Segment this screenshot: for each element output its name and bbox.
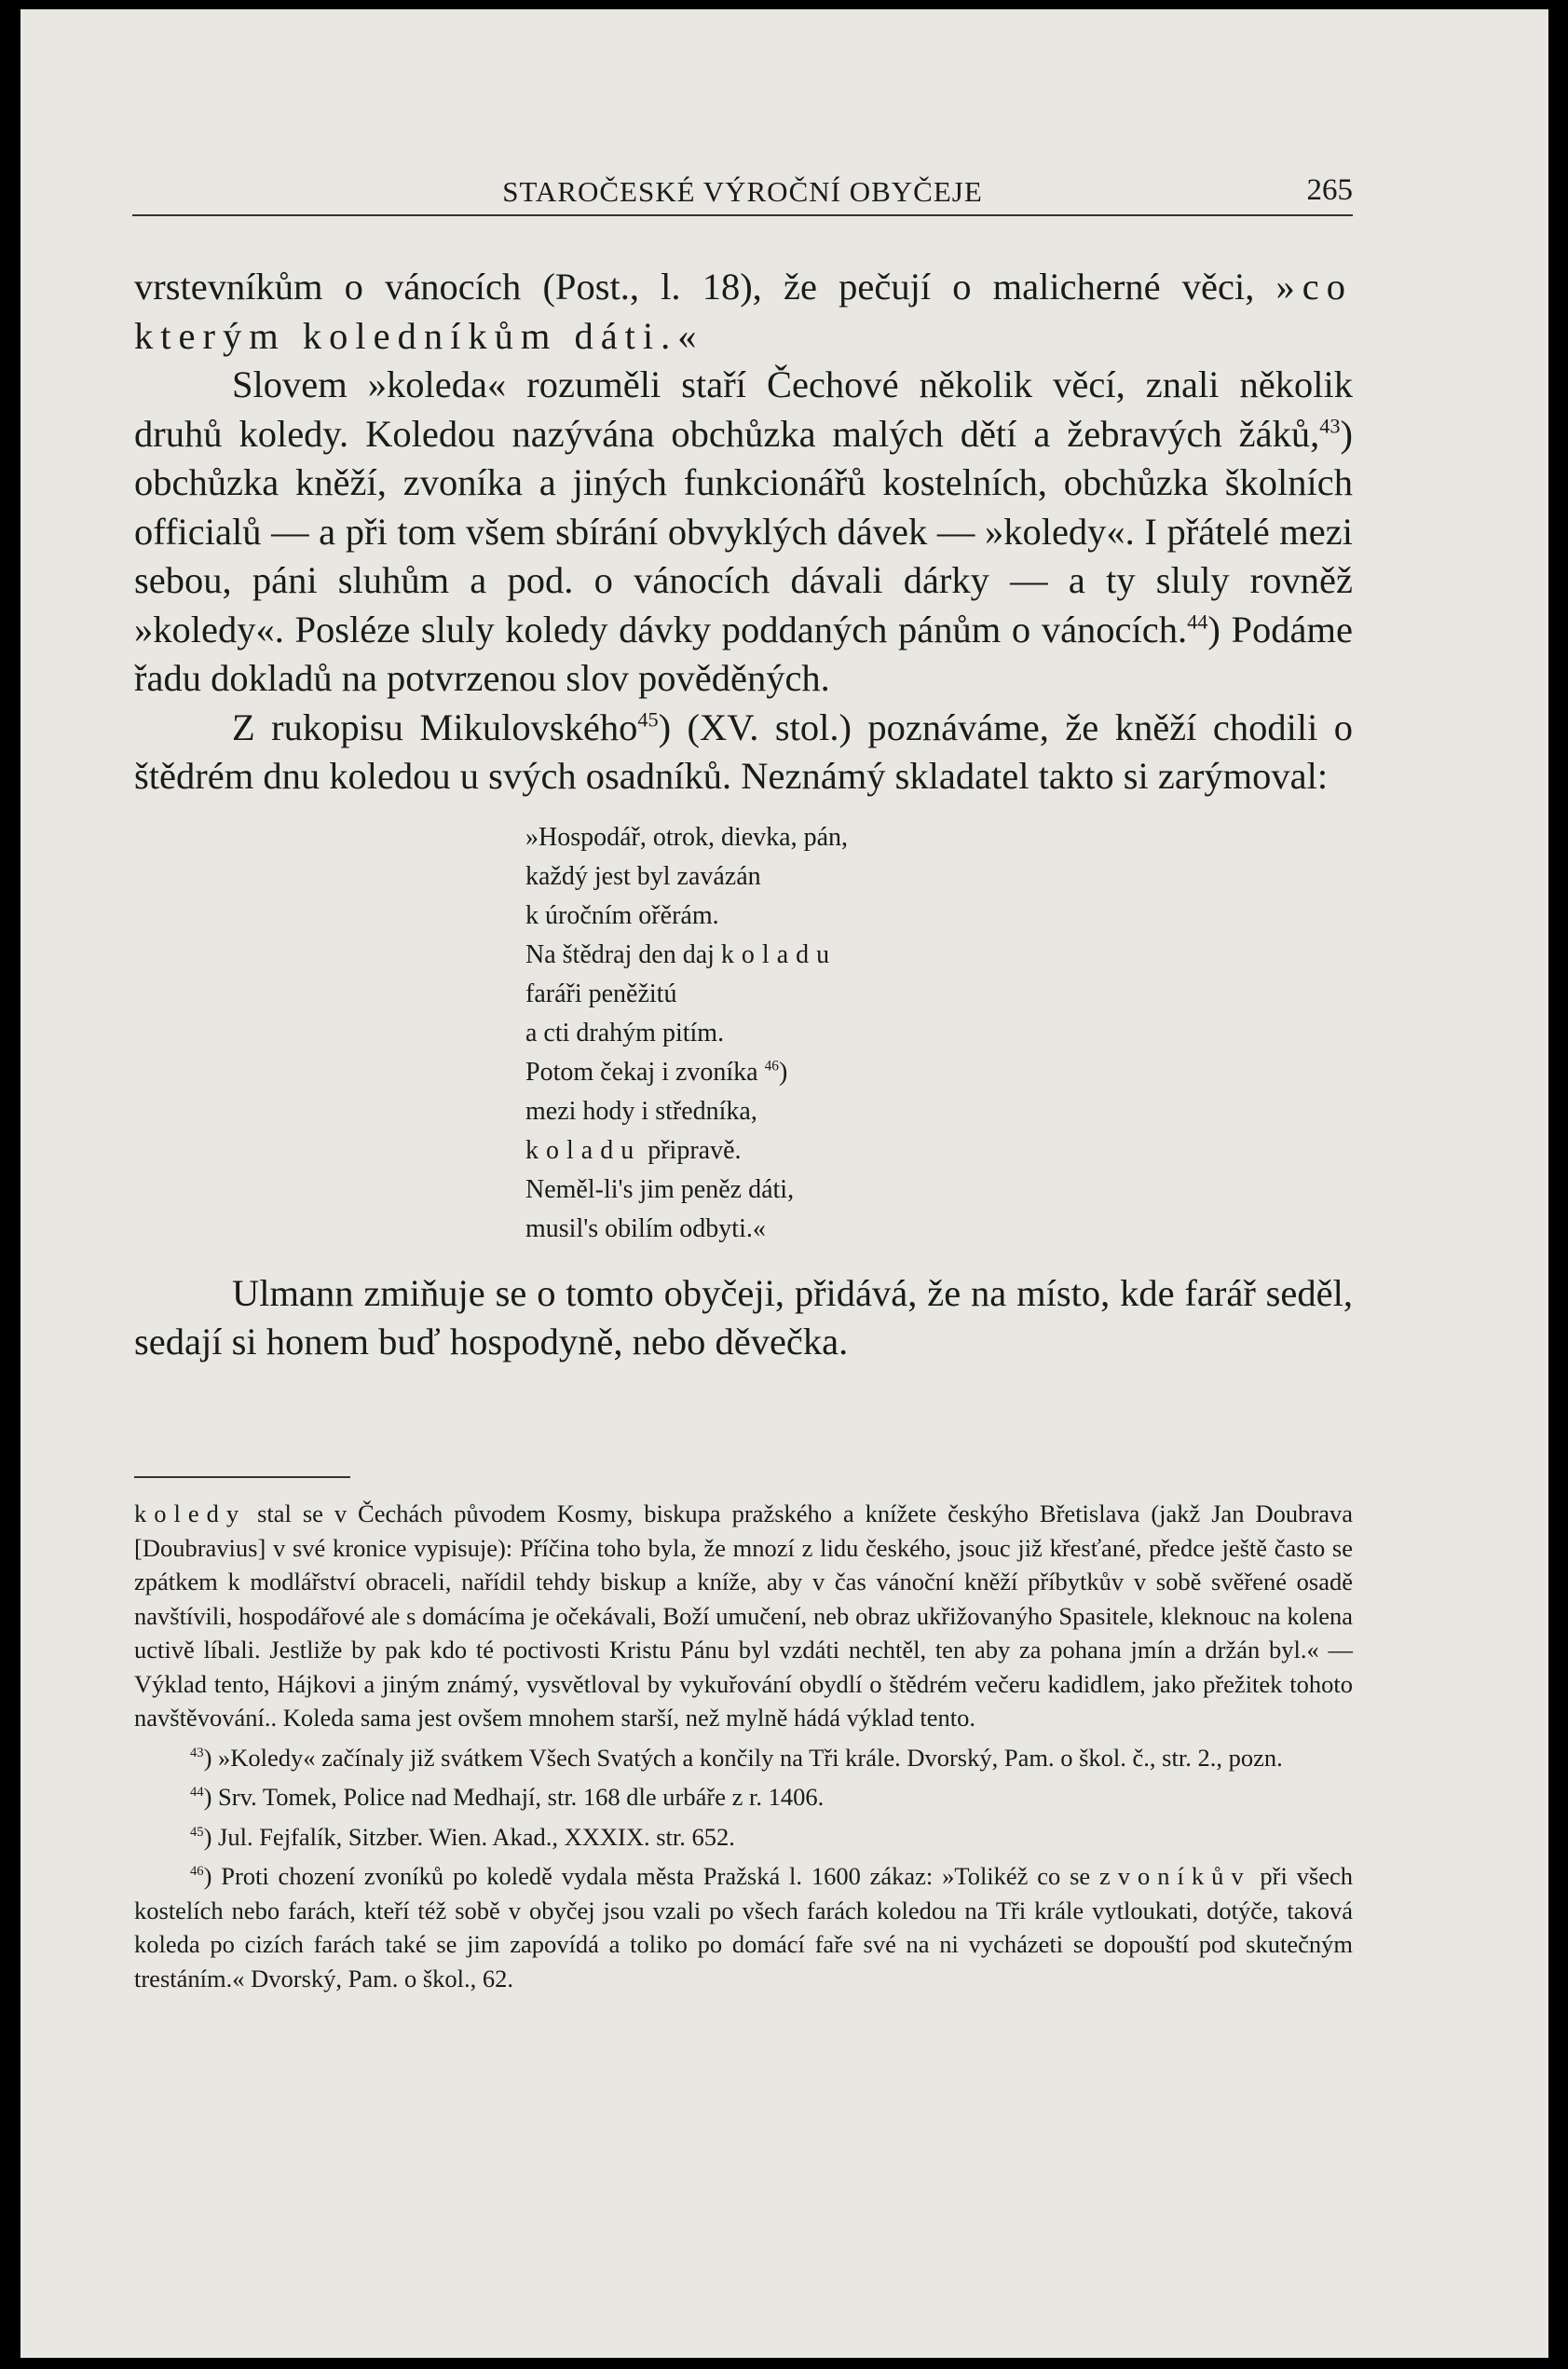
paragraph-3-text-b: ) (XV. stol.) poznáváme, že kněží chodili o štědrém dnu koledou u svých osadníků. Neznámý skladatel takto si zarýmoval:: [134, 705, 1353, 797]
poem-line: mezi hody i středníka,: [525, 1096, 757, 1126]
page-number: 265: [1306, 173, 1353, 207]
poem-line: musil's obilím odbyti.«: [525, 1213, 766, 1243]
poem-line: každý jest byl zavázán: [525, 861, 761, 891]
footnote-spaced-word: koledy: [134, 1499, 247, 1527]
paragraph-2-text-c: ) Podáme řadu dokladů na potvrzenou slov pověděných.: [134, 608, 1353, 699]
poem-line-text: Potom čekaj i zvoníka: [525, 1057, 765, 1087]
poem-line: a cti drahým pitím.: [525, 1018, 725, 1048]
running-header: [132, 168, 1353, 216]
paragraph-2-text-a: Slovem »koleda« rozuměli staří Čechové několik věcí, znali několik druhů koledy. Koledou nazývána obchůzka malých dětí a žebravých žáků,: [134, 363, 1353, 455]
footnote-text: ) »Koledy« začínaly již svátkem Všech Svatých a končily na Tři krále. Dvorský, Pam. o škol. č., str. 2., pozn.: [203, 1743, 1283, 1772]
footnote-text: ) Proti chození zvoníků po koledě vydala města Pražská l. 1600 zákaz: »Tolikéž co se: [203, 1862, 1099, 1890]
poem-line: faráři peněžitú: [525, 979, 677, 1008]
footnote-number: 43: [190, 1745, 204, 1760]
poem-line: [525, 936, 1353, 975]
paragraph-1: [134, 263, 1353, 361]
poem-quote: [525, 818, 1353, 1249]
poem-line: Neměl-li's jim peněz dáti,: [525, 1174, 795, 1204]
paragraph-2-text-b: ) obchůzka kněží, zvoníka a jiných funkcionářů kostelních, obchůzka školních officialů — a při tom všem sbírání obvyklých dávek — »koledy«. I přátelé mezi sebou, páni sluhům a pod. o vánocích dávali dárky — a ty sluly rovněž »koledy«. Posléze sluly koledy dávky poddaných pánům o vánocích.: [134, 412, 1353, 650]
poem-line: [525, 1131, 1353, 1171]
poem-line: [525, 1053, 1353, 1092]
footnotes: [134, 1497, 1353, 2001]
footnote-ref-43: 43: [1319, 414, 1341, 437]
running-title: STAROČESKÉ VÝROČNÍ OBYČEJE: [502, 175, 983, 208]
poem-spaced-word: koladu: [525, 1135, 642, 1165]
poem-line-text: ): [779, 1057, 788, 1087]
poem-spaced-word: koladu: [720, 939, 838, 969]
paragraph-3-text-a: Z rukopisu Mikulovského: [232, 705, 638, 748]
footnote-divider: [134, 1476, 350, 1478]
footnote-ref-44: 44: [1187, 609, 1208, 633]
paragraph-1-text: vrstevníkům o vánocích (Post., l. 18), že pečují o malicherné věci,: [134, 266, 1276, 308]
footnote-45: [134, 1820, 1353, 1855]
paragraph-2: [134, 361, 1353, 704]
footnote-text: stal se v Čechách původem Kosmy, biskupa pražského a knížete českýho Břetislava (jakž Jan Doubrava [Doubravius] v své kronice vypisuje): Příčina toho byla, že mnozí z lidu českého, jsouc již křesťané, předce ještě často se zpátkem k modlářství obraceli, nařídil tehdy biskup a kníže, aby v čas vánoční kněží příbytkův v sobě svěřené osadě navštívili, hospodářové ale s domácíma je očekávali, Boží umučení, neb obraz ukřižovanýho Spasitele, kleknouc na kolena uctivě líbali. Jestliže by pak kdo té poctivosti Kristu Pánu byl vzdáti nechtěl, ten aby za pohana jmín a držán byl.« — Výklad tento, Hájkovi a jiným známý, vysvětloval by vykuřování obydlí o štědrém večeru kadidlem, jako přežitek tohoto navštěvování.. Koleda sama jest ovšem mnohem starší, než mylně hádá výklad tento.: [134, 1499, 1353, 1732]
footnote-number: 44: [190, 1785, 204, 1801]
poem-line-text: Na štědraj den daj: [525, 939, 721, 969]
paragraph-4: Ulmann zmiňuje se o tomto obyčeji, přidává, že na místo, kde farář seděl, sedají si honem buď hospodyně, nebo děvečka.: [134, 1271, 1353, 1363]
footnote-text: ) Srv. Tomek, Police nad Medhají, str. 168 dle urbáře z r. 1406.: [203, 1783, 825, 1811]
footnote-44: [134, 1780, 1353, 1814]
footnote-ref-46: 46: [764, 1058, 779, 1075]
footnote-number: 46: [190, 1864, 204, 1880]
paragraph-3: [134, 704, 1353, 801]
footnote-spaced-word: zvoníkův: [1098, 1862, 1251, 1890]
footnote-text: ) Jul. Fejfalík, Sitzber. Wien. Akad., XXXIX. str. 652.: [203, 1822, 735, 1851]
footnote-ref-45: 45: [637, 707, 659, 731]
footnote-46: [134, 1859, 1353, 1995]
spaced-quote: »co kterým koledníkům dáti.«: [134, 266, 1353, 357]
footnote-continued: [134, 1497, 1353, 1735]
poem-line: »Hospodář, otrok, dievka, pán,: [525, 822, 849, 852]
footnote-43: [134, 1741, 1353, 1775]
poem-line: k úročním ořěrám.: [525, 900, 719, 930]
main-text: [134, 263, 1353, 1367]
poem-line-text: připravě.: [641, 1135, 742, 1165]
footnote-text: při všech kostelích nebo farách, kteří též sobě v obyčej jsou vzali po všech farách koledou na Tři krále vytloukati, dotýče, taková koleda po cizích farách také se jim zapovídá a toliko po domácí faře své na ni vycházeti se dopouští pod skutečným trestáním.« Dvorský, Pam. o škol., 62.: [134, 1862, 1353, 1992]
footnote-number: 45: [190, 1824, 204, 1840]
book-page: [20, 9, 1548, 2358]
